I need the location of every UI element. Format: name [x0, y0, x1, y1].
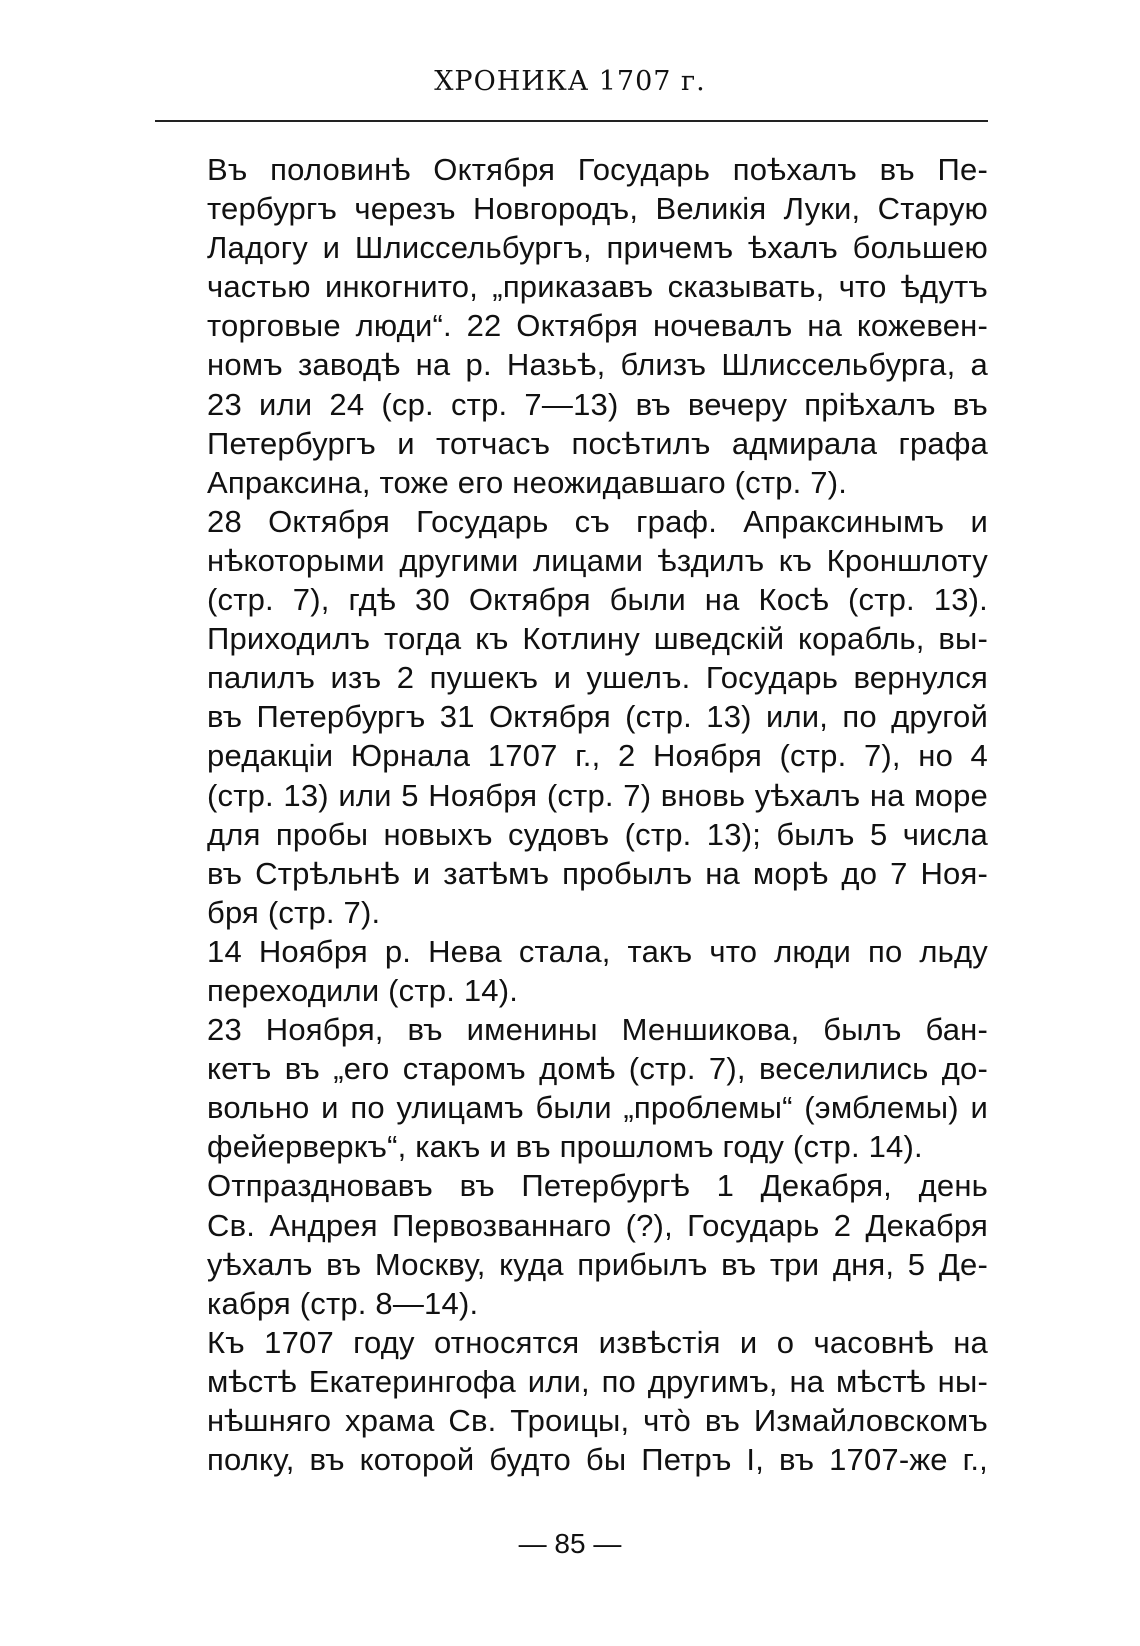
text-line: Къ 1707 году относятся извѣстія и о часовнѣ на	[207, 1324, 988, 1360]
text-line: кабря (стр. 8—14).	[207, 1285, 479, 1321]
text-line: частью инкогнито, „приказавъ сказывать, что ѣдутъ	[207, 269, 988, 305]
text-line: 23 или 24 (ср. стр. 7—13) въ вечеру пріѣхалъ въ	[207, 386, 988, 422]
text-line: фейерверкъ“, какъ и въ прошломъ году (стр. 14).	[207, 1129, 923, 1165]
text-line: Приходилъ тогда къ Котлину шведскій корабль, вы-	[207, 621, 988, 657]
text-line: редакціи Юрнала 1707 г., 2 Ноября (стр. 7), но 4	[207, 738, 988, 774]
text-line: Петербургъ и тотчасъ посѣтилъ адмирала графа	[207, 425, 988, 461]
text-line: полку, въ которой будто бы Петръ I, въ 1707-же г.,	[207, 1442, 988, 1478]
running-header: ХРОНИКА 1707 г.	[434, 66, 706, 97]
text-line: (стр. 13) или 5 Ноября (стр. 7) вновь уѣхалъ на море	[207, 777, 988, 813]
text-line: въ Петербургъ 31 Октября (стр. 13) или, по другой	[207, 699, 988, 735]
text-line: нѣкоторыми другими лицами ѣздилъ къ Кроншлоту	[207, 542, 988, 578]
header-rule	[155, 120, 988, 122]
text-line: вольно и по улицамъ были „проблемы“ (эмблемы) и	[207, 1090, 988, 1126]
text-line: бря (стр. 7).	[207, 894, 381, 930]
text-line: 28 Октября Государь съ граф. Апраксинымъ и	[207, 503, 988, 539]
text-line: въ Стрѣльнѣ и затѣмъ пробылъ на морѣ до 7 Ноя-	[207, 855, 988, 891]
paragraph-3	[155, 932, 988, 1010]
page-body	[155, 150, 988, 1479]
text-line: 23 Ноября, въ именины Меншикова, былъ бан-	[207, 1012, 988, 1048]
paragraph-5	[155, 1166, 988, 1322]
text-line: Ладогу и Шлиссельбургъ, причемъ ѣхалъ большею	[207, 230, 988, 266]
text-line: Св. Андрея Первозваннаго (?), Государь 2 Декабря	[207, 1207, 988, 1243]
paragraph-4	[155, 1010, 988, 1166]
text-line: торговые люди“. 22 Октября ночевалъ на кожевен-	[207, 308, 988, 344]
text-line: для пробы новыхъ судовъ (стр. 13); былъ 5 числа	[207, 816, 988, 852]
text-line: (стр. 7), гдѣ 30 Октября были на Косѣ (стр. 13).	[207, 582, 988, 618]
text-line: кетъ въ „его старомъ домѣ (стр. 7), веселились до-	[207, 1051, 988, 1087]
paragraph-1	[155, 150, 988, 502]
text-line: Апраксина, тоже его неожидавшаго (стр. 7).	[207, 464, 848, 500]
text-line: нѣшняго храма Св. Троицы, что̀ въ Измайловскомъ	[207, 1403, 988, 1438]
text-line: 14 Ноября р. Нева стала, такъ что люди по льду	[207, 933, 988, 969]
text-line: переходили (стр. 14).	[207, 972, 519, 1008]
page-number: — 85 —	[518, 1528, 622, 1559]
text-line: мѣстѣ Екатерингофа или, по другимъ, на мѣстѣ ны-	[207, 1363, 988, 1399]
text-line: палилъ изъ 2 пушекъ и ушелъ. Государь вернулся	[207, 660, 988, 696]
text-line: Въ половинѣ Октября Государь поѣхалъ въ Пе-	[207, 152, 988, 187]
paragraph-2	[155, 502, 988, 932]
text-line: уѣхалъ въ Москву, куда прибылъ въ три дня, 5 Де-	[207, 1246, 988, 1282]
text-line: Отпраздновавъ въ Петербургѣ 1 Декабря, день	[207, 1168, 988, 1204]
text-line: тербургъ черезъ Новгородъ, Великія Луки, Старую	[207, 191, 988, 227]
text-line: номъ заводѣ на р. Назьѣ, близъ Шлиссельбурга, а	[207, 347, 988, 383]
paragraph-6	[155, 1323, 988, 1479]
